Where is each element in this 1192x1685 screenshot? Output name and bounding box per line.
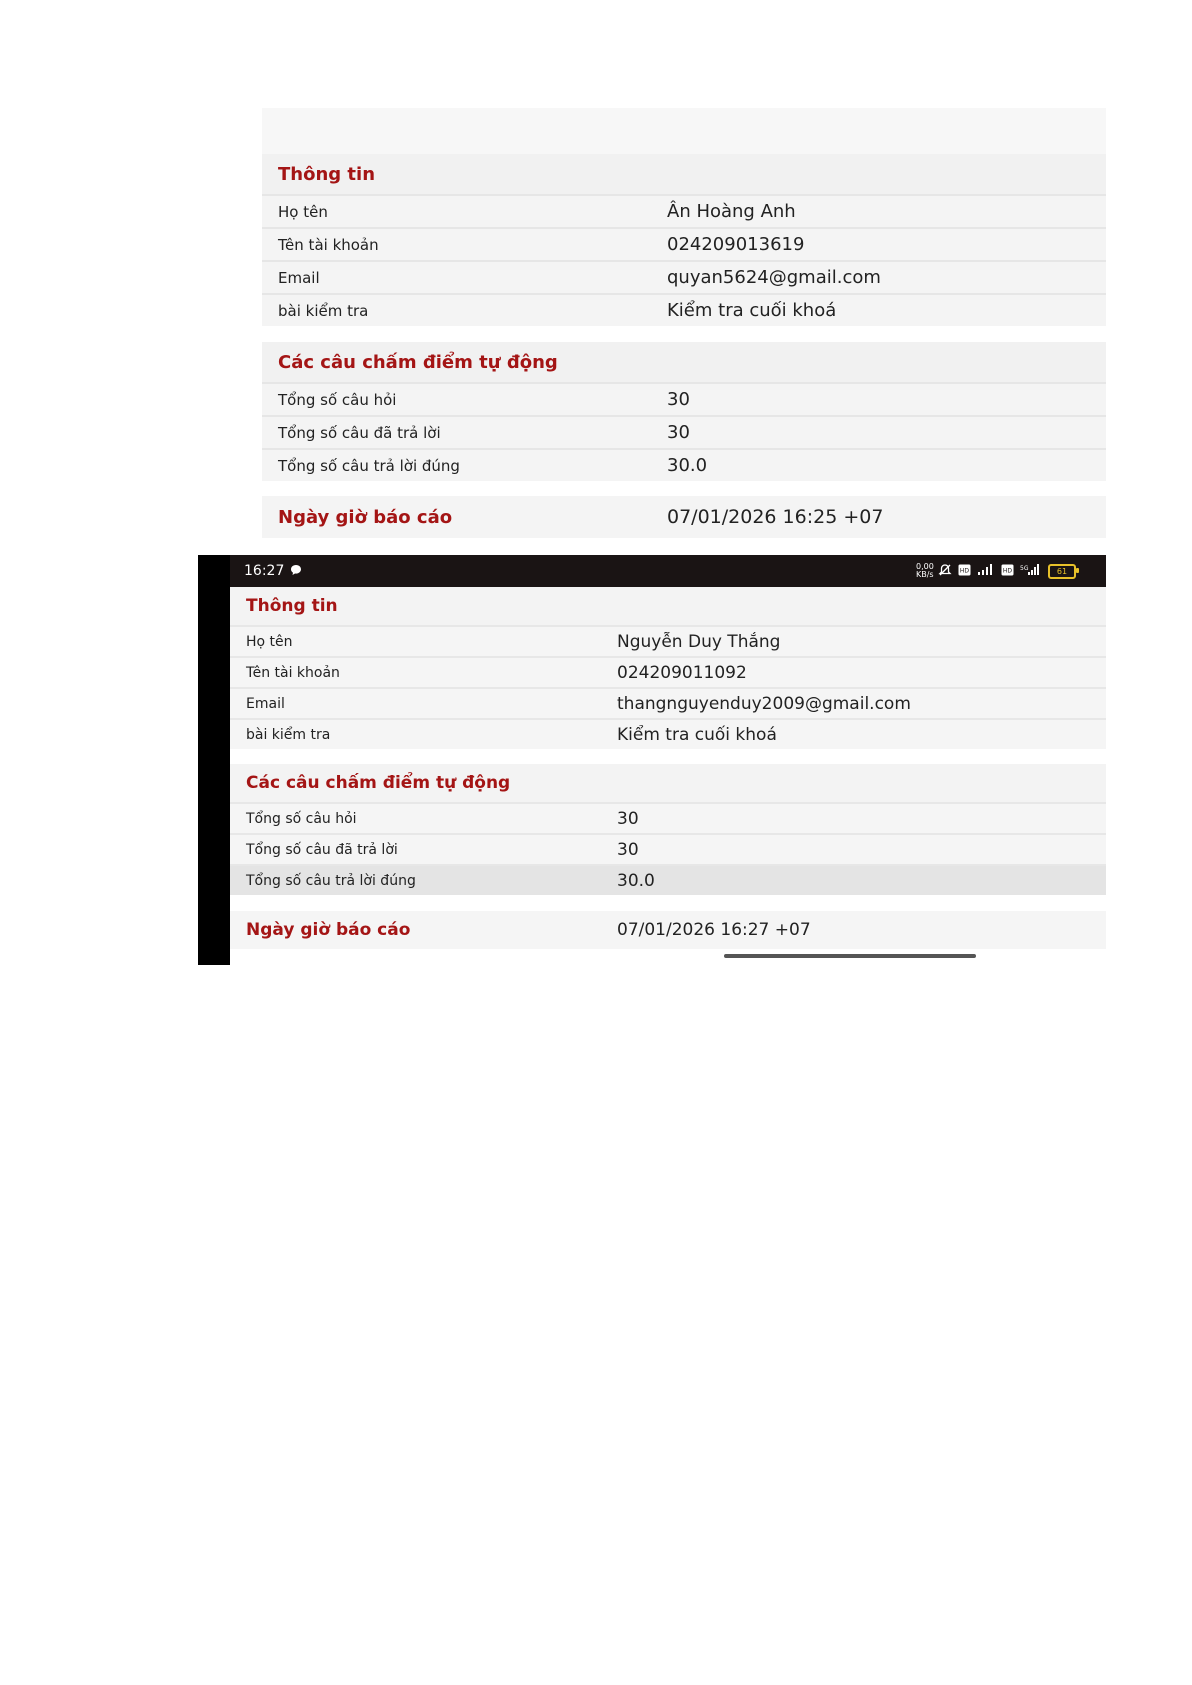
row-value: 024209013619 <box>667 234 805 255</box>
row-value: 30 <box>617 808 639 829</box>
svg-text:HD: HD <box>1002 567 1013 575</box>
auto-grading-header <box>230 764 1106 804</box>
row-label: Tổng số câu đã trả lời <box>278 423 441 442</box>
mute-bell-icon <box>938 563 952 579</box>
auto-grading-title: Các câu chấm điểm tự động <box>246 773 511 793</box>
report-panel <box>230 911 1106 949</box>
network-speed: 0,00 KB/s <box>916 562 934 579</box>
info-row-username <box>230 658 1106 689</box>
report-panel <box>262 496 1106 538</box>
row-value: 30.0 <box>667 455 708 476</box>
info-header <box>230 587 1106 627</box>
svg-text:HD: HD <box>959 567 970 575</box>
report-label: Ngày giờ báo cáo <box>246 920 411 940</box>
battery-icon <box>1048 564 1076 579</box>
battery-level: 61 <box>1056 566 1068 576</box>
auto-row-answered <box>262 417 1106 450</box>
row-label: Họ tên <box>246 633 293 650</box>
info-row-test <box>230 720 1106 749</box>
report-row <box>230 911 1106 949</box>
auto-row-total <box>230 804 1106 835</box>
row-label: Tên tài khoản <box>278 235 379 254</box>
report-value: 07/01/2026 16:25 +07 <box>667 506 884 528</box>
row-value: thangnguyenduy2009@gmail.com <box>617 693 911 714</box>
row-label: Tổng số câu hỏi <box>246 810 357 827</box>
status-time: 16:27 <box>244 563 285 579</box>
info-row-email <box>262 262 1106 295</box>
row-value: 30.0 <box>617 870 655 891</box>
row-value: 30 <box>667 422 690 443</box>
5g-signal-icon <box>1020 564 1042 578</box>
info-row-fullname <box>262 196 1106 229</box>
home-indicator[interactable] <box>724 954 976 958</box>
status-left <box>230 563 302 579</box>
row-value: Ân Hoàng Anh <box>667 201 796 222</box>
row-label: Tổng số câu trả lời đúng <box>278 456 460 475</box>
report-label: Ngày giờ báo cáo <box>278 506 453 528</box>
row-value: 30 <box>617 839 639 860</box>
screenshot-2 <box>198 555 1106 965</box>
row-label: Email <box>278 268 320 287</box>
info-row-test <box>262 295 1106 326</box>
report-row <box>262 496 1106 538</box>
auto-grading-panel <box>262 342 1106 481</box>
row-label: bài kiểm tra <box>246 726 331 743</box>
row-value: 30 <box>667 389 690 410</box>
auto-row-correct <box>230 866 1106 895</box>
row-label: Email <box>246 695 285 712</box>
volte-icon <box>1001 564 1014 578</box>
page-top-strip <box>262 108 1106 154</box>
info-row-fullname <box>230 627 1106 658</box>
auto-row-total <box>262 384 1106 417</box>
row-label: Tổng số câu hỏi <box>278 390 397 409</box>
auto-row-correct <box>262 450 1106 481</box>
auto-grading-header <box>262 342 1106 384</box>
status-right <box>916 563 1106 579</box>
row-label: bài kiểm tra <box>278 301 369 320</box>
info-title: Thông tin <box>246 596 338 616</box>
status-bar <box>230 555 1106 587</box>
row-label: Tên tài khoản <box>246 664 340 681</box>
auto-row-answered <box>230 835 1106 866</box>
volte-icon <box>958 564 971 578</box>
info-row-username <box>262 229 1106 262</box>
row-value: quyan5624@gmail.com <box>667 267 881 288</box>
info-header <box>262 154 1106 196</box>
row-value: 024209011092 <box>617 662 747 683</box>
auto-grading-panel <box>230 764 1106 895</box>
svg-text:5G: 5G <box>1020 565 1029 572</box>
report-value: 07/01/2026 16:27 +07 <box>617 920 811 940</box>
row-label: Tổng số câu trả lời đúng <box>246 872 416 889</box>
info-panel <box>262 154 1106 326</box>
row-value: Nguyễn Duy Thắng <box>617 631 781 652</box>
row-value: Kiểm tra cuối khoá <box>667 300 837 321</box>
row-value: Kiểm tra cuối khoá <box>617 724 777 745</box>
info-panel <box>230 587 1106 749</box>
info-row-email <box>230 689 1106 720</box>
signal-icon <box>977 564 995 578</box>
auto-grading-title: Các câu chấm điểm tự động <box>278 351 558 373</box>
row-label: Họ tên <box>278 202 328 221</box>
chat-bubble-icon <box>290 564 302 578</box>
info-title: Thông tin <box>278 163 376 185</box>
screenshot-1 <box>262 108 1106 544</box>
row-label: Tổng số câu đã trả lời <box>246 841 398 858</box>
